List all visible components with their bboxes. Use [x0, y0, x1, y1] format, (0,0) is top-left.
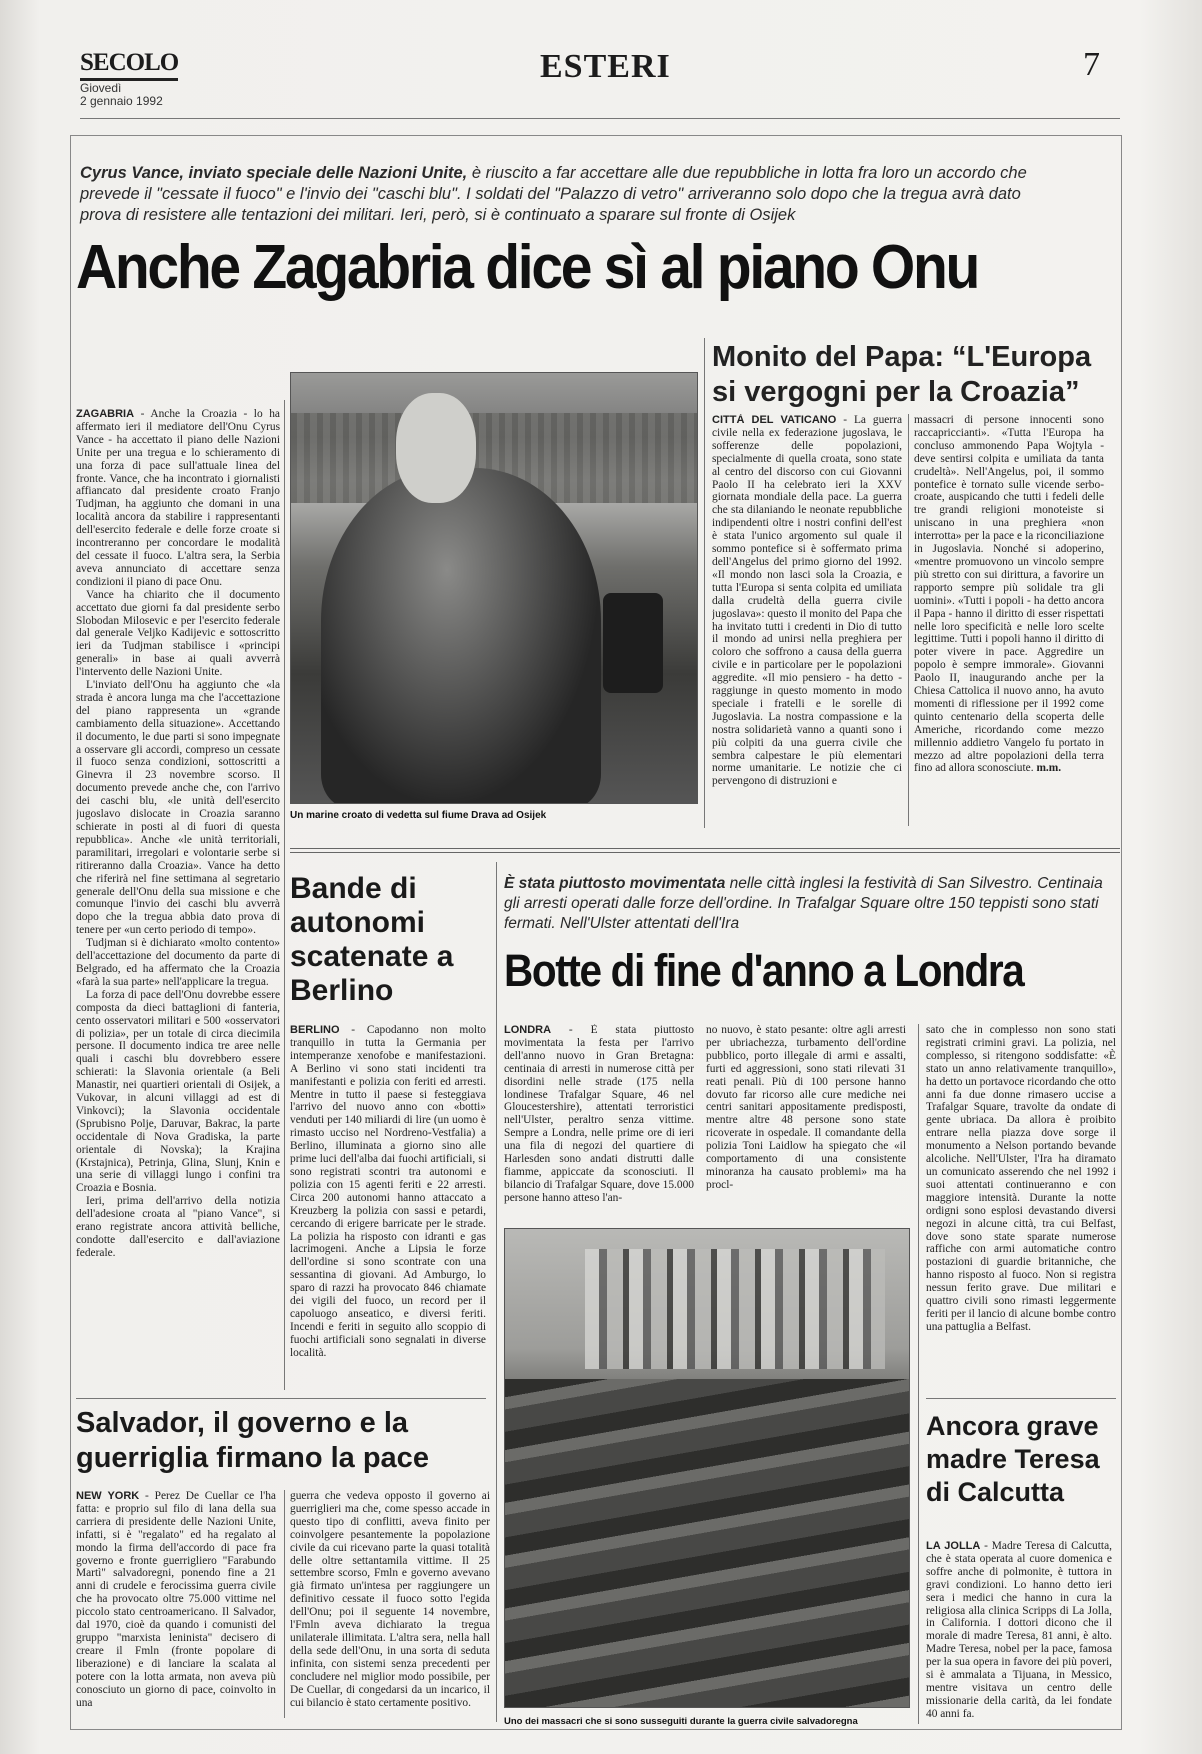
teresa-story-title: Ancora grave madre Teresa di Calcutta — [926, 1411, 1100, 1507]
berlino-dateline: BERLINO — [290, 1024, 340, 1036]
londra-story-kicker — [504, 874, 1104, 934]
papa-story-col1: CITTÀ DEL VATICANO - La guerra civile nella ex federazione jugoslava, le sofferenze delle popolazioni, specialmente di quella croata, sono state al centro del discorso con cui Giovanni Paolo II ha celebrato ieri la XXV giornata mondiale della pace. La guerra che sta dilaniando le neonate repubbliche indipendenti oltre i nostri confini dell'est è stata l'unico argomento sul quale il sommo pontefice si è soffermato prima dell'Angelus del primo giorno del 1992. «Il mondo non lasci sola la Croazia, e tutta l'Europa si senta colpita ed umiliata dalla crudeltà della guerra civile jugoslava»: questo il monito del Papa che ha invitato tutti i credenti in Dio di tutto il mondo ad unirsi nella preghiera per coloro che soffrono a causa della guerra civile e in particolare per le popolazioni aggredite. «Il mio pensiero - ha detto - raggiunge in questo momento in modo speciale i fratelli e le sorelle di Jugoslavia. La nostra compassione e la nostra solidarietà vanno a quanti sono i più colpiti da una guerra civile che sembra calpestare le più elementari norme umanitarie. Le notizie che ci pervengono di distruzioni e — [712, 414, 902, 788]
salvador-massacre-photo — [504, 1228, 910, 1708]
salvador-dateline: NEW YORK — [76, 1490, 140, 1502]
londra-story-col1: LONDRA - È stata piuttosto movimentata la festa per l'arrivo dell'anno nuovo in Gran Bretagna: centinaia di arresti in numerose città per disordini nelle strade (175 nella londinese Trafalgar Square, 46 nel Gloucestershire), attentati terroristici nell'Ulster, peraltro senza vittime. Sempre a Londra, nelle prime ore di ieri una fila di negozi del quartiere di Harlesden sono andati distrutti dalle fiamme, appiccate da sconosciuti. Il bilancio di Trafalgar Square, dove 15.000 persone hanno atteso l'an- — [504, 1024, 694, 1204]
column-rule — [496, 862, 497, 1722]
masthead — [80, 40, 1120, 120]
issue-day: Giovedì — [80, 81, 122, 95]
papa-signature: m.m. — [1036, 762, 1062, 775]
lead-paragraph: Vance ha chiarito che il documento accettato due giorni fa dal presidente serbo Slobodan Milosevic e per l'esercito federale dal generale Veljko Kadijevic e sottoscritto ieri da Tudjman stabilisce i «principi generali» in base ai quali avverrà l'intervento delle Nazioni Unite. — [76, 588, 280, 679]
londra-story-title: Botte di fine d'anno a Londra — [504, 945, 1024, 996]
section-rule — [76, 1398, 486, 1399]
section-rule — [926, 1398, 1116, 1399]
column-rule — [284, 400, 285, 1390]
page-number: 7 — [1083, 46, 1100, 83]
lead-story-title: Anche Zagabria dice sì al piano Onu — [76, 233, 979, 302]
papa-dateline: CITTÀ DEL VATICANO — [712, 414, 837, 426]
lead-paragraph: Tudjman si è dichiarato «molto contento» dell'accettazione del documento da parte di Belgrado, ed ha affermato che la Croazia «farà la sua parte» nell'applicare la tregua. — [76, 937, 280, 988]
salvador-story-title: Salvador, il governo e la guerriglia firmano la pace — [76, 1407, 429, 1474]
lead-dateline: ZAGABRIA — [76, 408, 135, 420]
paper-name: SECOLO — [80, 48, 178, 81]
issue-date: 2 gennaio 1992 — [80, 94, 163, 108]
masthead-rule — [80, 118, 1120, 119]
lead-paragraph: Ieri, prima dell'arrivo della notizia dell'adesione croata al "piano Vance", si erano registrate ancora attività belliche, condotte dall'esercito e dall'aviazione federale. — [76, 1195, 280, 1259]
londra-story-col2: no nuovo, è stato pesante: oltre agli arresti per ubriachezza, turbamento dell'ordine pubblico, porto illegale di armi e assalti, furti ed aggressioni, sono stati rilevati 31 reati penali. Più di 100 persone hanno dovuto far ricorso alle cure mediche nei centri sanitari appositamente predisposti, mentre altre 48 persone sono state ricoverate in ospedale. Il comandante della polizia Toni Laidlow ha spiegato che «il comportamento di una consistente minoranza ha causato problemi» ma ha procl- — [706, 1024, 906, 1191]
column-rule — [908, 414, 909, 826]
londra-dateline: LONDRA — [504, 1024, 552, 1036]
lead-paragraph: L'inviato dell'Onu ha aggiunto che «la strada è ancora lunga ma che l'accettazione del piano rappresenta un «grande cambiamento della situazione». Accettando il documento, le due parti si sono impegnate a osservare gli accordi, compreso un cessate il fuoco senza condizioni, sottoscritti a Ginevra il 23 novembre scorso. Il documento prevede anche che, con l'arrivo dei caschi blu, «le unità dell'esercito jugoslavo dislocate in Croazia saranno schierate in posti al di fuori di questa repubblica». Anche «le unità territoriali, paramilitari, irregolari e volontarie serbe si ritireranno dalla Croazia». Vance ha detto che riferirà nel fine settimana al segretario generale dell'Onu della sua missione e che comunque l'invio dei caschi blu avverrà dopo che la tregua abbia dato prova di tenere per «un certo periodo di tempo». — [76, 679, 280, 937]
berlino-story-body: BERLINO - Capodanno non molto tranquillo in tutta la Germania per intemperanze xenofobe e manifestazioni. A Berlino vi sono stati incidenti tra manifestanti e polizia con feriti ed arresti. Mentre in tutto il paese si festeggiava l'arrivo del nuovo anno con «botti» venduti per 140 miliardi di lire (un uomo è rimasto ucciso nel Nordreno-Vestfalia) a Berlino, illuminata a giorno sino alle prime luci dell'alba dai fuochi artificiali, si sono registrati scontri tra autonomi e polizia con 15 agenti feriti e 22 arresti. Circa 200 autonomi hanno attaccato a Kreuzberg la polizia con sassi e petardi, cercando di erigere barricate per le strade. La polizia ha risposto con idranti e gas lacrimogeni. Anche a Lipsia le forze dell'ordine si sono scontrate con una sessantina di giovani. Ad Amburgo, lo sparo di razzi ha provocato 846 chiamate dei vigili del fuoco, un record per il capoluogo anseatico, e diversi feriti. Incendi e feriti in seguito allo scoppio di fuochi artificiali sono segnalati in diverse località. — [290, 1024, 486, 1359]
lead-kicker-bold: Cyrus Vance, inviato speciale delle Nazioni Unite, — [80, 164, 468, 182]
lead-story-kicker — [80, 163, 1040, 226]
section-name: ESTERI — [540, 48, 671, 85]
lead-paragraph: La forza di pace dell'Onu dovrebbe essere composta da dieci battaglioni di fanteria, cento osservatori militari e 500 «osservatori di polizia», per un totale di circa diecimila persone. Il documento indica tre aree nelle quali i caschi blu dovrebbero essere schierati: la Slavonia orientale (a Beli Manastir, nei quartieri orientali di Osijek, a Vukovar, in alcuni villaggi ad est di Vinkovci); la Slavonia occidentale (Sprubisno Polje, Daruvar, Bakrac, la parte occidentale di Nova Gradiska, la parte orientale di Novska); la Krajina (Krstajnica), Petrinja, Glina, Slunj, Knin e una serie di villaggi lungo i confini tra Croazia e Bosnia. — [76, 988, 280, 1195]
lead-story-body — [76, 408, 280, 1388]
berlino-story-title: Bande di autonomi scatenate a Berlino — [290, 872, 454, 1007]
lead-kicker-rest: è riuscito a far accettare alle due repubbliche in lotta fra loro un accordo che prevede il "cessate il fuoco" e l'invio dei "caschi blu". I soldati del "Palazzo di vetro" arriveranno solo dopo che la tregua avrà dato prova di resistere alle tentazioni dei militari. Ieri, però, si è continuato a sparare sul fronte di Osijek — [80, 164, 1027, 224]
photo-caption: Un marine croato di vedetta sul fiume Drava ad Osijek — [290, 810, 547, 821]
papa-story-title: Monito del Papa: “L'Europa si vergogni per la Croazia” — [712, 341, 1092, 408]
lead-paragraph: ZAGABRIA - Anche la Croazia - lo ha affermato ieri il mediatore dell'Onu Cyrus Vance - ha accettato il piano delle Nazioni Unite per una tregua e lo schieramento di una forza di pace sull'attuale linea del fronte. Vance, che ha incontrato i giornalisti affiancato dal presidente croato Franjo Tudjman, ha aggiunto che domani in una località ancora da stabilire i rappresentanti dell'esercito federale e delle forze croate si incontreranno per concordare le modalità del cessate il fuoco. L'altra sera, la Serbia aveva annunciato di accettare senza condizioni il piano di pace Onu. — [76, 408, 280, 588]
salvador-story-col2: guerra che vedeva opposto il governo ai guerriglieri ma che, come spesso accade in questo tipo di conflitti, aveva finito per coinvolgere pesantemente la popolazione civile da cui ricevano parte la quasi totalità delle oltre settantamila vittime. Il 25 settembre scorso, Fmln e governo avevano già firmato un'intesa per raggiungere un definitivo cessate il fuoco sotto l'egida dell'Onu; poi il seguente 14 novembre, l'Fmln aveva dichiarato la tregua unilaterale illimitata. L'altra sera, nella hall della sede dell'Onu, in una sorta di seduta infinita, con sistemi senza precedenti per concludere nel miglior modo possibile, per De Cuellar, di congedarsi da un incarico, il cui bilancio è stato certamente positivo. — [290, 1490, 490, 1709]
column-rule — [704, 338, 705, 828]
londra-kicker-bold: È stata piuttosto movimentata — [504, 875, 726, 892]
section-rule — [290, 848, 1120, 853]
londra-kicker-rest: nelle città inglesi la festività di San Silvestro. Centinaia gli arresti operati dalle forze dell'ordine. In Trafalgar Square oltre 150 teppisti sono stati fermati. Nell'Ulster attentati dell'Ira — [504, 875, 1103, 932]
teresa-story-body: LA JOLLA - Madre Teresa di Calcutta, che è stata operata al cuore domenica e soffre anche di polmonite, è tuttora in gravi condizioni. Lo hanno detto ieri sera i medici che hanno in cura la religiosa alla clinica Scripps di La Jolla, in California. I dottori dicono che il morale di madre Teresa, 81 anni, è alto. Madre Teresa, nobel per la pace, famosa per la sua opera in favore dei più poveri, si è ammalata a Tijuana, in Messico, mentre visitava un centro delle missionarie della carità, da lei fondate 40 anni fa. — [926, 1540, 1112, 1720]
londra-story-col3: sato che in complesso non sono stati registrati crimini gravi. La polizia, nel complesso, si ritengono soddisfatte: «È stato un anno relativamente tranquillo», ha detto un portavoce ricordando che otto anni fa due donne rimasero uccise a Trafalgar Square, travolte da ondate di gente ubriaca. Da allora è proibito entrare nella piazza dove sorge il monumento a Nelson portando bevande alcoliche. Nell'Ulster, l'Ira ha diramato un comunicato asserendo che nel 1992 i suoi attentati continueranno e con maggiore intensità. Durante la notte ordigni sono esplosi devastando diversi negozi in alcune città, tra cui Belfast, dove sono state sparate numerose raffiche con armi automatiche contro postazioni di guardie britanniche, che hanno risposto al fuoco. Non si registra nessun ferito grave. Due militari e quattro civili sono rimasti leggermente feriti per il lancio di alcune bombe contro una pattuglia a Belfast. — [926, 1024, 1116, 1333]
column-rule — [918, 1024, 919, 1724]
papa-story-col2: massacri di persone innocenti sono raccapriccianti». «Tutta l'Europa ha concluso ammonendo Papa Wojtyla - deve sentirsi colpita e umiliata da tanta crudeltà». Nell'Angelus, poi, il sommo pontefice è tornato sulle vicende serbo-croate, auspicando che tutti i fedeli delle tre grandi religioni monoteiste si uniscano in una preghiera «non interrotta» per la pace e la riconciliazione in Jugoslavia. Nonché si adoperino, «mentre promuovono un vincolo sempre più stretto con sui dirittura, a favorire un rapporto sempre più solidale tra gli uomini». «Tutti i popoli - ha detto ancora il Papa - hanno il diritto di esser rispettati nelle loro specificità e nelle loro scelte legittime. Tutti i popoli hanno il diritto di poter vivere in pace. Aggredire un popolo è sempre immorale». Giovanni Paolo II, inaugurando anche per la Chiesa Cattolica il nuovo anno, ha avuto momenti di riflessione per il 1992 come quinto centenario della scoperta delle Americhe, ricordando come mezzo millennio addietro Vangelo fu portato in mezzo ad altre popolazioni della terra fino ad allora sconosciute. m.m. — [914, 414, 1104, 775]
column-rule — [284, 1490, 285, 1718]
photo-caption: Uno dei massacri che si sono susseguiti durante la guerra civile salvadoregna — [504, 1716, 858, 1727]
croatian-marine-photo — [290, 372, 698, 804]
teresa-dateline: LA JOLLA — [926, 1540, 981, 1552]
salvador-story-col1: NEW YORK - Perez De Cuellar ce l'ha fatta: e proprio sul filo di lana della sua carriera di presidente delle Nazioni Unite, infatti, si è "regalato" ed ha regalato al mondo la firma dell'accordo di pace fra governo e fronte guerrigliero "Farabundo Martì" salvadoregni, ponendo fine a 21 anni di crudele e ferocissima guerra civile che ha provocato oltre 75.000 vittime nel piccolo stato centroamericano. Il Salvador, dal 1970, cioè da quando i comunisti del gruppo "marxista leninista" decisero di creare il Fmln (fronte popolare di liberazione) e di lanciare la scalata al potere con la lotta armata, non aveva più conosciuto un giorno di pace, coinvolto in una — [76, 1490, 276, 1709]
